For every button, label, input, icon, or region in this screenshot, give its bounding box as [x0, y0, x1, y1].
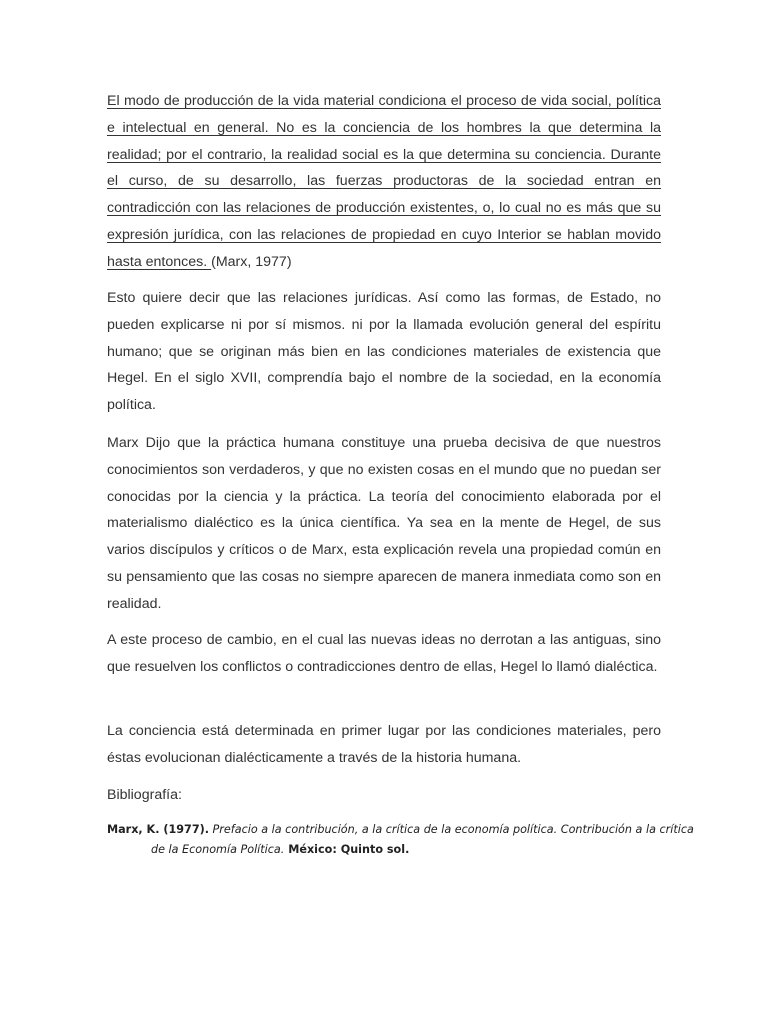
reference-publisher: México: Quinto sol. — [284, 843, 410, 856]
paragraph-5: La conciencia está determinada en primer lugar por las condiciones materiales, pero éstas evolucionan dialécticamente a través de la historia humana. — [107, 723, 661, 766]
bibliography-reference — [107, 820, 711, 860]
reference-title: Prefacio a la contribución, a la crítica de la economía política. Contribución a la crítica de la Economía Política. — [151, 823, 694, 856]
paragraph-2: Esto quiere decir que las relaciones jurídicas. Así como las formas, de Estado, no pueden explicarse ni por sí mismos. ni por la llamada evolución general del espíritu humano; que se originan más bien en las condiciones materiales de existencia que Hegel. En el siglo XVII, comprendía bajo el nombre de la sociedad, en la economía política. — [107, 290, 661, 414]
bibliography-heading: Bibliografía: — [107, 787, 182, 803]
paragraph-quote — [107, 88, 661, 276]
paragraph-4: A este proceso de cambio, en el cual las nuevas ideas no derrotan a las antiguas, sino que resuelven los conflictos o contradicciones dentro de ellas, Hegel lo llamó dialéctica. — [107, 632, 661, 675]
quote-citation: (Marx, 1977) — [211, 253, 292, 270]
reference-author-year: Marx, K. (1977). — [107, 823, 209, 836]
paragraph-3: Marx Dijo que la práctica humana constituye una prueba decisiva de que nuestros conocimientos son verdaderos, y que no existen cosas en el mundo que no puedan ser conocidas por la ciencia y la práctica. La teoría del conocimiento elaborada por el materialismo dialéctico es la única científica. Ya sea en la mente de Hegel, de sus varios discípulos y críticos o de Marx, esta explicación revela una propiedad común en su pensamiento que las cosas no siempre aparecen de manera inmediata como son en realidad. — [107, 435, 661, 612]
underlined-quote: El modo de producción de la vida material condiciona el proceso de vida social, política e intelectual en general. No es la conciencia de los hombres la que determina la realidad; por el contrario, la realidad social es la que determina su conciencia. Durante el curso, de su desarrollo, las fuerzas productoras de la sociedad entran en contradicción con las relaciones de producción existentes, o, lo cual no es más que su expresión jurídica, con las relaciones de propiedad en cuyo Interior se hablan movido hasta entonces. — [107, 93, 661, 270]
